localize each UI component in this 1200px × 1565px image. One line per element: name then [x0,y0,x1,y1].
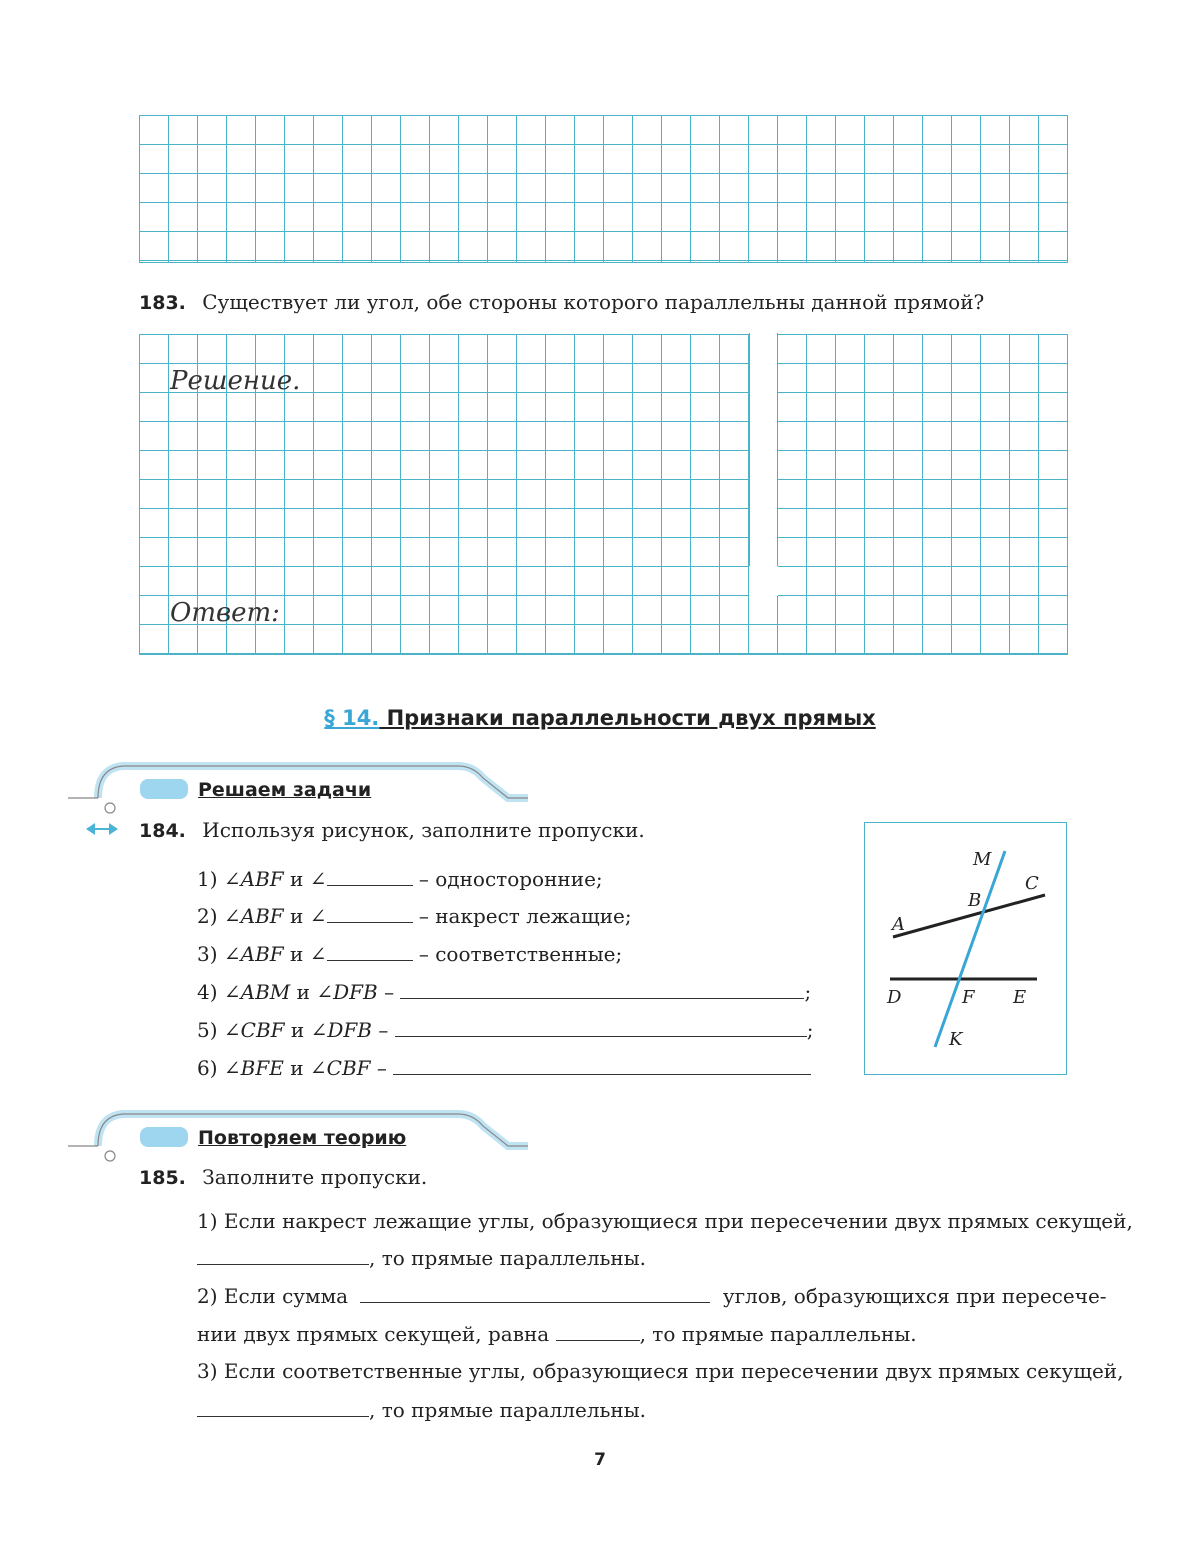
blank-line[interactable] [400,981,804,999]
label-b: B [968,890,982,911]
task-number: 183. [139,292,186,314]
conjunction: и [290,1056,304,1080]
angle-b: ∠ [309,942,327,966]
grid-gap [749,333,778,567]
label-f: F [962,987,975,1008]
text: нии двух прямых секущей, равна [197,1322,550,1346]
page-number: 7 [594,1450,606,1470]
task-number: 185. [139,1167,186,1189]
label-m: M [973,849,992,870]
conjunction: и [290,1018,305,1042]
angle-a: ∠BFE [223,1056,284,1080]
conjunction: и [290,904,304,928]
task-183 [139,290,984,315]
task-184-item-5 [197,1018,813,1042]
task-184-item-3 [197,942,622,966]
angle-b: ∠ [309,867,327,891]
blank-line[interactable] [395,1019,807,1037]
blank-line[interactable] [556,1323,640,1341]
conjunction: и [290,942,304,966]
task-184-item-4 [197,980,811,1004]
dash: – [376,1056,387,1080]
geometry-figure [864,822,1067,1075]
blank-line[interactable] [327,868,413,886]
parallel-lines-diagram [865,823,1068,1076]
task-185-p1-line1: 1) Если накрест лежащие углы, образующиеся при пересечении двух прямых секущей, [197,1209,1133,1233]
task-185-p3-line2 [197,1398,646,1422]
task-185-p3-line1: 3) Если соответственные углы, образующиеся при пересечении двух прямых секущей, [197,1359,1124,1383]
dash: – [378,1018,389,1042]
task-prompt: Используя рисунок, заполните пропуски. [202,818,645,842]
task-185 [139,1165,427,1190]
text: углов, образующихся при пересече- [722,1284,1107,1308]
blank-line[interactable] [360,1285,710,1303]
angle-a: ∠ABF [223,942,284,966]
item-number: 5) [197,1018,218,1042]
label-e: E [1013,987,1027,1008]
task-prompt: Заполните пропуски. [202,1165,428,1189]
banner-label-solve: Решаем задачи [198,779,372,801]
label-d: D [887,987,902,1008]
text: , то прямые параллельны. [369,1398,647,1422]
item-tail: – соответственные; [418,942,623,966]
item-number: 6) [197,1056,218,1080]
blank-line[interactable] [197,1247,369,1265]
item-tail: – накрест лежащие; [418,904,632,928]
dash: – [384,980,395,1004]
text: , то прямые параллельны. [369,1246,647,1270]
task-184-item-2 [197,904,632,928]
task-question: Существует ли угол, обе стороны которого параллельны данной прямой? [202,290,985,314]
blank-line[interactable] [327,905,413,923]
blank-line[interactable] [327,943,413,961]
label-k: K [949,1029,963,1050]
angle-b: ∠DFB [310,1018,372,1042]
item-tail: – односторонние; [418,867,603,891]
angle-b: ∠DFB [316,980,378,1004]
section-heading [0,706,1200,730]
section-title: Признаки параллельности двух прямых [379,706,876,730]
grid-corner-cut [749,566,778,596]
angle-a: ∠ABF [223,867,284,891]
section-number: § 14. [324,706,380,730]
label-c: C [1025,873,1039,894]
task-184 [139,818,645,843]
item-end: ; [806,1018,814,1042]
item-number: 1) [197,867,218,891]
double-arrow-icon [86,822,118,836]
task-185-p2-line1 [197,1284,1107,1308]
solution-label: Решение. [170,366,301,396]
angle-a: ∠ABM [223,980,291,1004]
transversal-mk [935,851,1005,1047]
task-185-p2-line2 [197,1322,917,1346]
item-number: 2) [197,904,218,928]
answer-label: Ответ: [170,598,280,628]
answer-grid-top [139,115,1068,263]
task-number: 184. [139,820,186,842]
blank-line[interactable] [197,1399,369,1417]
task-184-item-6 [197,1056,811,1080]
angle-b: ∠ [309,904,327,928]
conjunction: и [296,980,310,1004]
task-185-p1-line2 [197,1246,646,1270]
angle-b: ∠CBF [309,1056,371,1080]
conjunction: и [290,867,304,891]
task-184-item-1 [197,867,603,891]
angle-a: ∠CBF [223,1018,285,1042]
label-a: A [892,914,905,935]
text: , то прямые параллельны. [639,1322,917,1346]
item-number: 4) [197,980,218,1004]
blank-line[interactable] [393,1057,811,1075]
text: 2) Если сумма [197,1284,349,1308]
item-end: ; [804,980,812,1004]
angle-a: ∠ABF [223,904,284,928]
banner-label-theory: Повторяем теорию [198,1127,407,1149]
item-number: 3) [197,942,218,966]
